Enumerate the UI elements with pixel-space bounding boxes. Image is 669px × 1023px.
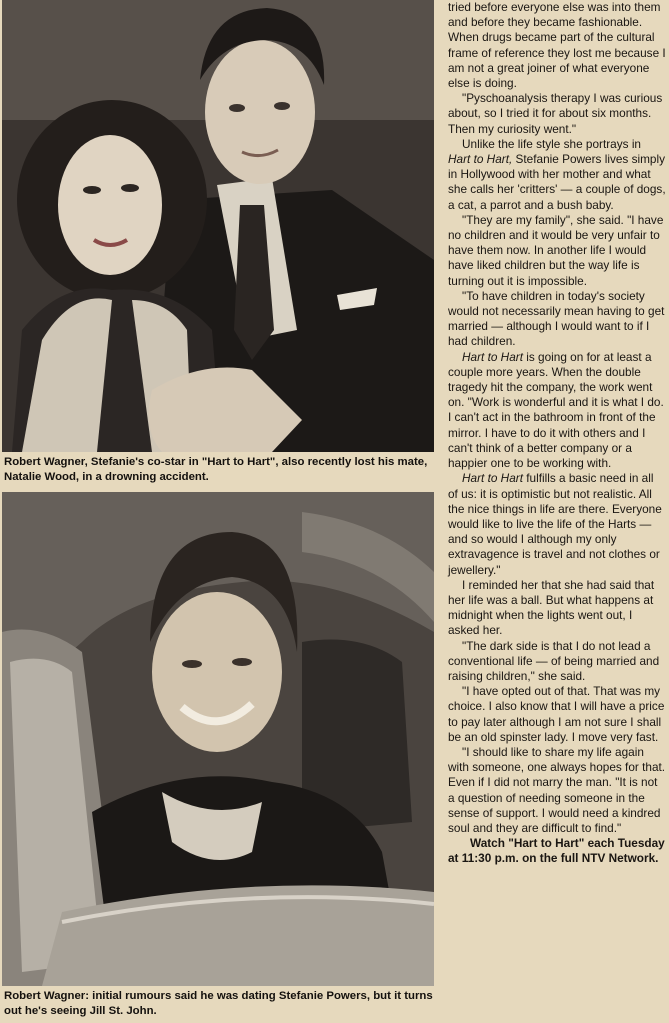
article-paragraph: "I should like to share my life again with someone, one always hopes for that. Even if I did not marry the man. "It is not a question of needing someone in the sense of support. I would need a kindred soul and they are difficult to find."	[448, 744, 666, 835]
show-title: Hart to Hart	[462, 471, 523, 486]
article-column	[448, 0, 666, 867]
article-paragraph	[448, 137, 666, 213]
show-title: Hart to Hart,	[448, 152, 513, 167]
article-text: is going on for at least a couple more years. When the double tragedy hit the company, the work went on. "Work is wonderful and it is what I do. I can't act in the bathroom in front of the mirror. I have to do it with others and I can't think of a better company or a happier one to be working with.	[448, 349, 664, 471]
article-paragraph: "The dark side is that I do not lead a conventional life — of being married and raising children," she said.	[448, 638, 660, 683]
article-paragraph: "Pyschoanalysis therapy I was curious about, so I tried it for about six months. Then my curiosity went."	[448, 91, 663, 136]
show-title: Hart to Hart	[462, 349, 523, 364]
article-text: Stefanie Powers lives simply in Hollywood with her mother and what she calls her 'critters' — a couple of dogs, a cat, a parrot and a bush baby.	[448, 152, 666, 212]
photo-wagner-car-illustration	[2, 492, 434, 986]
article-paragraph: tried before everyone else was into them and before they became fashionable. When drugs became part of the cultural frame of reference they lost me because I am not a great joiner of what everyone else is doing.	[448, 0, 666, 91]
photo-wagner-wood-illustration	[2, 0, 434, 452]
photo-wagner-wood	[2, 0, 434, 452]
photo-caption: Robert Wagner, Stefanie's co-star in "Hart to Hart", also recently lost his mate, Natalie Wood, in a drowning accident.	[4, 456, 428, 483]
article-text: Unlike the life style she portrays in	[462, 136, 641, 151]
broadcast-notice: Watch "Hart to Hart" each Tuesday at 11:30 p.m. on the full NTV Network.	[448, 836, 665, 866]
photo-wagner-car	[2, 492, 434, 986]
article-paragraph: "They are my family", she said. "I have no children and it would be very unfair to have them now. In another life I would have liked children but the way life is turning out it is impossible.	[448, 212, 664, 288]
article-paragraph	[448, 471, 666, 577]
article-paragraph: "I have opted out of that. That was my choice. I also know that I will have a price to pay later although I am not sure I shall be an old spinster lady. I move very fast.	[448, 684, 665, 744]
photo-caption: Robert Wagner: initial rumours said he was dating Stefanie Powers, but it turns out he's seeing Jill St. John.	[4, 990, 433, 1017]
article-paragraph	[448, 350, 666, 472]
article-paragraph: "To have children in today's society would not necessarily mean having to get married — although I would want to if I had children.	[448, 288, 665, 349]
article-text: fulfills a basic need in all of us: it is optimistic but not realistic. All the nice things in life are there. Everyone would like to live the life of the Harts — and so would I although my only extravagence is travel and not clothes or jewellery."	[448, 471, 662, 577]
article-paragraph: I reminded her that she had said that her life was a ball. But what happens at midnight when the lights went out, I asked her.	[448, 577, 655, 638]
